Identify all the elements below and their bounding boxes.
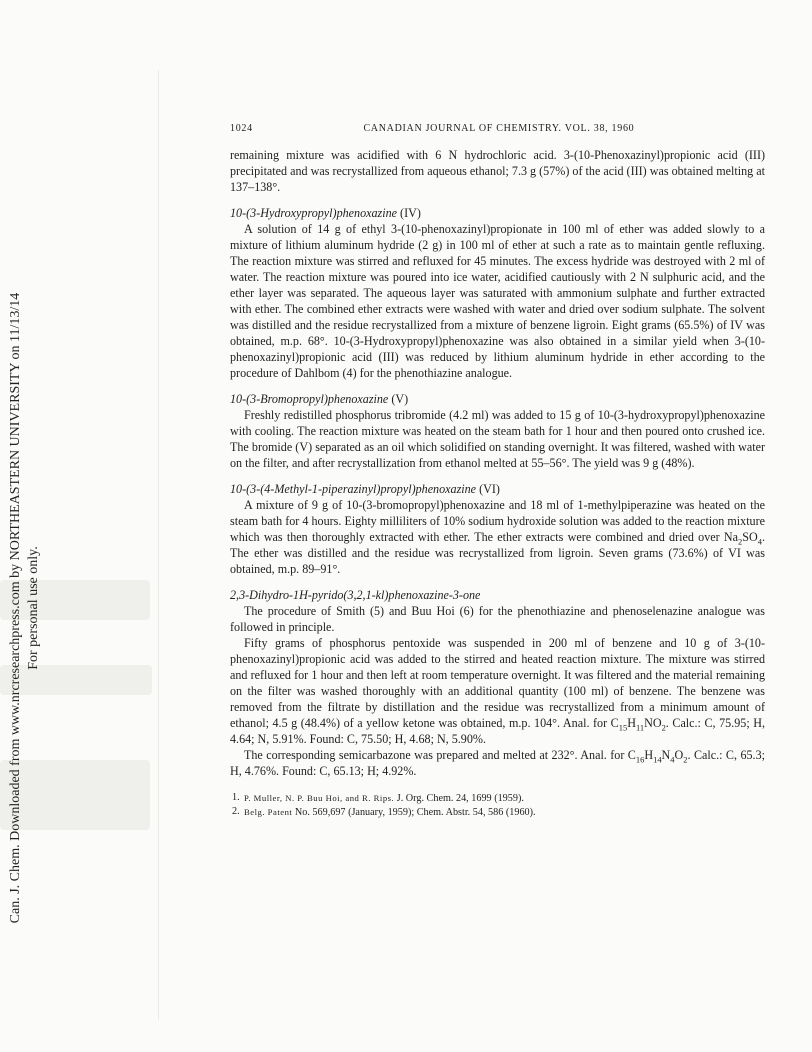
- intro-paragraph: remaining mixture was acidified with 6 N hydrochloric acid. 3-(10-Phenoxazinyl)propionic acid (III) precipitated and was recrystallized from aqueous ethanol; 7.3 g (57%) of the acid (III) was obtained melting at 137–138°.: [230, 148, 765, 194]
- compound-label: (IV): [400, 206, 421, 220]
- page-fold-shadow: [158, 70, 159, 1020]
- section-title: 10-(3-Hydroxypropyl)phenoxazine: [230, 206, 398, 220]
- reference-item: [230, 806, 765, 820]
- reference-authors: Belg. Patent: [244, 806, 293, 817]
- section-heading-hydroxypropyl: [230, 205, 765, 221]
- section-body-procedure: The procedure of Smith (5) and Buu Hoi (6) for the phenothiazine and phenoselenazine analogue was followed in principle.: [230, 604, 765, 634]
- watermark-line-2: For personal use only.: [26, 546, 41, 670]
- journal-title: CANADIAN JOURNAL OF CHEMISTRY. VOL. 38, 1960: [363, 123, 635, 134]
- section-body-methylpiperazinyl: A mixture of 9 g of 10-(3-bromopropyl)phenoxazine and 18 ml of 1-methylpiperazine was heated on the steam bath for 4 hours. Eighty milliliters of 10% sodium hydroxide solution was added to the reaction mixture which was then thoroughly extracted with ether. The ether extracts were combined and dried over $Na_2SO_4$. The ether was distilled and the residue was recrystallized from ligroin. Seven grams (73.6%) of VI was obtained, m.p. 89–91°.: [230, 498, 765, 576]
- reference-item: [230, 792, 765, 806]
- compound-label: (V): [391, 392, 409, 406]
- section-heading-bromopropyl: [230, 391, 765, 407]
- references-list: [230, 792, 765, 819]
- compound-label: (VI): [479, 482, 500, 496]
- article-page: [230, 121, 765, 819]
- reference-number: 2.: [232, 805, 240, 817]
- reference-authors: P. Muller, N. P. Buu Hoi, and R. Rips.: [244, 793, 395, 803]
- running-header: [230, 121, 765, 137]
- reference-number: 1.: [232, 792, 240, 803]
- reference-source: J. Org. Chem. 24, 1699 (1959).: [396, 793, 524, 804]
- section-body-ketone: Fifty grams of phosphorus pentoxide was suspended in 200 ml of benzene and 10 g of 3-(10-phenoxazinyl)propionic acid was added to the stirred and heated reaction mixture. The mixture was stirred and refluxed for 1 hour and then left at room temperature overnight. It was filtered and the material remaining on the filter was washed thoroughly with an additional quantity (100 ml) of benzene. The benzene was removed from the filtrate by distillation and the residue was recrystallized from a minimum amount of ethanol; 4.5 g (48.4%) of a yellow ketone was obtained, m.p. 104°. Anal. for $C_{15}H_{11}NO_2$. Calc.: C, 75.95; H, 4.64; N, 5.91%. Found: C, 75.50; H, 4.68; N, 5.90%.: [230, 636, 765, 746]
- page-number: 1024: [230, 123, 253, 134]
- watermark-line-1: Can. J. Chem. Downloaded from www.nrcresearchpress.com by NORTHEASTERN UNIVERSITY on 11/13/14: [8, 292, 23, 924]
- section-title: 10-(3-Bromopropyl)phenoxazine: [230, 392, 389, 406]
- section-body-hydroxypropyl: A solution of 14 g of ethyl 3-(10-phenoxazinyl)propionate in 100 ml of ether was added slowly to a mixture of lithium aluminum hydride (2 g) in 100 ml of ether at such a rate as to maintain gentle refluxing. The reaction mixture was stirred and refluxed for 45 minutes. The excess hydride was destroyed with 2 ml of water. The reaction mixture was poured into ice water, acidified cautiously with 2 N sulphuric acid, and the ether layer was separated. The aqueous layer was saturated with ammonium sulphate and further extracted with ether. The combined ether extracts were washed with water and dried over sodium sulphate. The solvent was distilled and the residue recrystallized from a mixture of benzene ligroin. Eight grams (65.5%) of IV was obtained, m.p. 68°. 10-(3-Hydroxypropyl)phenoxazine was also obtained in a similar yield when 3-(10-phenoxazinyl)propionic acid (III) was reduced by lithium aluminum hydride in ether according to the procedure of Dahlbom (4) for the phenothiazine analogue.: [230, 222, 765, 380]
- section-heading-methylpiperazinyl: [230, 481, 765, 497]
- reference-source: No. 569,697 (January, 1959); Chem. Abstr. 54, 586 (1960).: [294, 806, 536, 818]
- section-body-bromopropyl: Freshly redistilled phosphorus tribromide (4.2 ml) was added to 15 g of 10-(3-hydroxypropyl)phenoxazine with cooling. The reaction mixture was heated on the steam bath for 1 hour and then poured onto crushed ice. The bromide (V) separated as an oil which solidified on standing overnight. It was filtered, washed with water on the filter, and after recrystallization from ethanol melted at 55–56°. The yield was 9 g (48%).: [230, 408, 765, 470]
- section-body-semicarbazone: The corresponding semicarbazone was prepared and melted at 232°. Anal. for $C_{16}H_{14}N_4O_2$. Calc.: C, 65.3; H, 4.76%. Found: C, 65.13; H; 4.92%.: [230, 748, 765, 778]
- section-heading-pyridophenoxazinone: 2,3-Dihydro-1H-pyrido(3,2,1-kl)phenoxazine-3-one: [230, 588, 481, 602]
- section-title: 10-(3-(4-Methyl-1-piperazinyl)propyl)phenoxazine: [230, 482, 477, 496]
- download-watermark: [0, 228, 52, 988]
